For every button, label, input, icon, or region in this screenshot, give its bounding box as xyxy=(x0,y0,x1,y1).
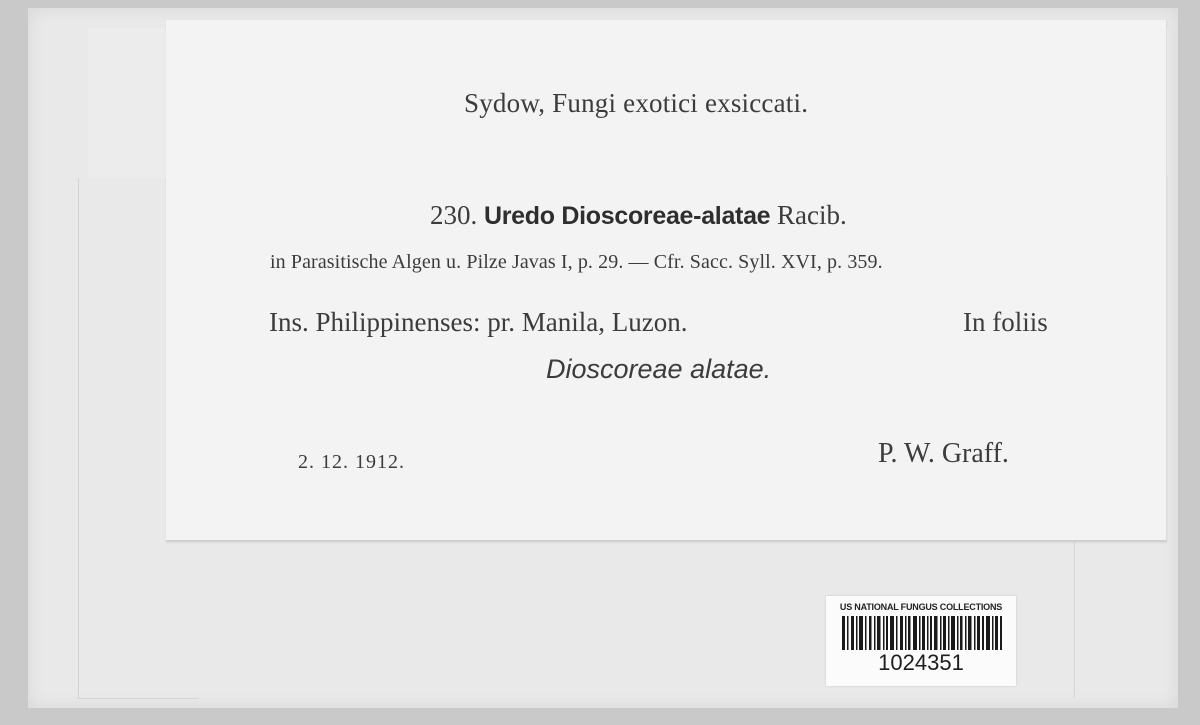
series-title: Sydow, Fungi exotici exsiccati. xyxy=(464,88,809,118)
specimen-number: 230. xyxy=(430,200,478,230)
host-prefix: In foliis xyxy=(963,307,1048,337)
barcode-title: US NATIONAL FUNGUS COLLECTIONS xyxy=(839,602,1003,612)
collection-date: 2. 12. 1912. xyxy=(298,451,405,473)
literature-citation: in Parasitische Algen u. Pilze Javas I, p. 29. — Cfr. Sacc. Syll. XVI, p. 359. xyxy=(270,251,883,273)
specimen-heading xyxy=(430,200,847,231)
species-authority: Racib. xyxy=(777,200,847,230)
specimen-label xyxy=(166,20,1167,542)
collection-locality: Ins. Philippinenses: pr. Manila, Luzon. xyxy=(269,307,688,337)
host-name: Dioscoreae alatae. xyxy=(546,354,772,384)
packet-fold-right xyxy=(1074,528,1200,698)
collector-name: P. W. Graff. xyxy=(878,438,1009,469)
species-name: Uredo Dioscoreae-alatae xyxy=(484,202,771,230)
barcode-icon xyxy=(842,616,1002,650)
barcode-number: 1024351 xyxy=(878,650,964,675)
barcode-label xyxy=(826,596,1016,686)
